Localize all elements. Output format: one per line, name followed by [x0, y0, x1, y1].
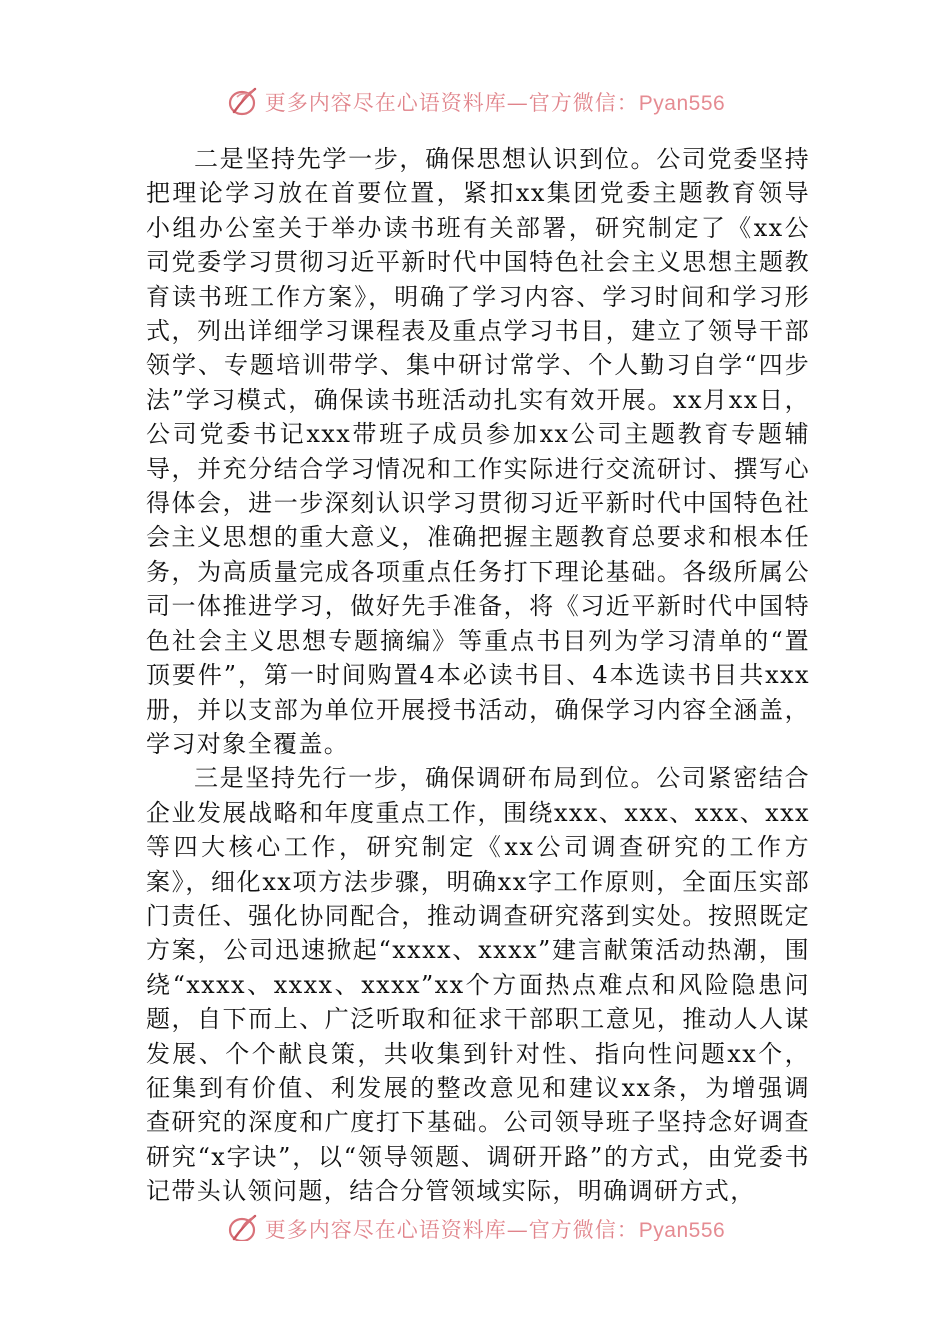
quill-logo-icon	[225, 85, 259, 119]
header-watermark-banner	[0, 82, 950, 122]
paragraph-study-first: 二是坚持先学一步，确保思想认识到位。公司党委坚持把理论学习放在首要位置，紧扣xx集团党委主题教育领导小组办公室关于举办读书班有关部署，研究制定了《xx公司党委学习贯彻习近平新时代中国特色社会主义思想主题教育读书班工作方案》，明确了学习内容、学习时间和学习形式，列出详细学习课程表及重点学习书目，建立了领导干部领学、专题培训带学、集中研讨常学、个人勤习自学“四步法”学习模式，确保读书班活动扎实有效开展。xx月xx日，公司党委书记xxx带班子成员参加xx公司主题教育专题辅导，并充分结合学习情况和工作实际进行交流研讨、撰写心得体会，进一步深刻认识学习贯彻习近平新时代中国特色社会主义思想的重大意义，准确把握主题教育总要求和根本任务，为高质量完成各项重点任务打下理论基础。各级所属公司一体推进学习，做好先手准备，将《习近平新时代中国特色社会主义思想专题摘编》等重点书目列为学习清单的“置顶要件”，第一时间购置4本必读书目、4本选读书目共xxx册，并以支部为单位开展授书活动，确保学习内容全涵盖，学习对象全覆盖。	[146, 145, 810, 758]
footer-wechat-id: Pyan556	[638, 1219, 726, 1241]
footer-banner-label: 更多内容尽在心语资料库—官方微信：	[264, 1218, 639, 1241]
header-banner-text	[265, 87, 725, 117]
header-banner-content	[225, 85, 725, 119]
footer-watermark-banner	[0, 1205, 950, 1241]
footer-banner-text	[265, 1214, 725, 1241]
paragraph-research-first: 三是坚持先行一步，确保调研布局到位。公司紧密结合企业发展战略和年度重点工作，围绕xxx、xxx、xxx、xxx等四大核心工作，研究制定《xx公司调查研究的工作方案》，细化xx项方法步骤，明确xx字工作原则，全面压实部门责任、强化协同配合，推动调查研究落到实处。按照既定方案，公司迅速掀起“xxxx、xxxx”建言献策活动热潮，围绕“xxxx、xxxx、xxxx”xx个方面热点难点和风险隐患问题，自下而上、广泛听取和征求干部职工意见，推动人人谋发展、个个献良策，共收集到针对性、指向性问题xx个，征集到有价值、利发展的整改意见和建议xx条，为增强调查研究的深度和广度打下基础。公司领导班子坚持念好调查研究“x字诀”，以“领导领题、调研开路”的方式，由党委书记带头认领问题，结合分管领域实际，明确调研方式，	[146, 764, 810, 1206]
article-body	[146, 142, 810, 1209]
footer-banner-content	[225, 1212, 725, 1241]
quill-logo-icon	[225, 1212, 259, 1241]
header-wechat-id: Pyan556	[638, 92, 726, 115]
header-banner-label: 更多内容尽在心语资料库—官方微信：	[264, 91, 639, 115]
